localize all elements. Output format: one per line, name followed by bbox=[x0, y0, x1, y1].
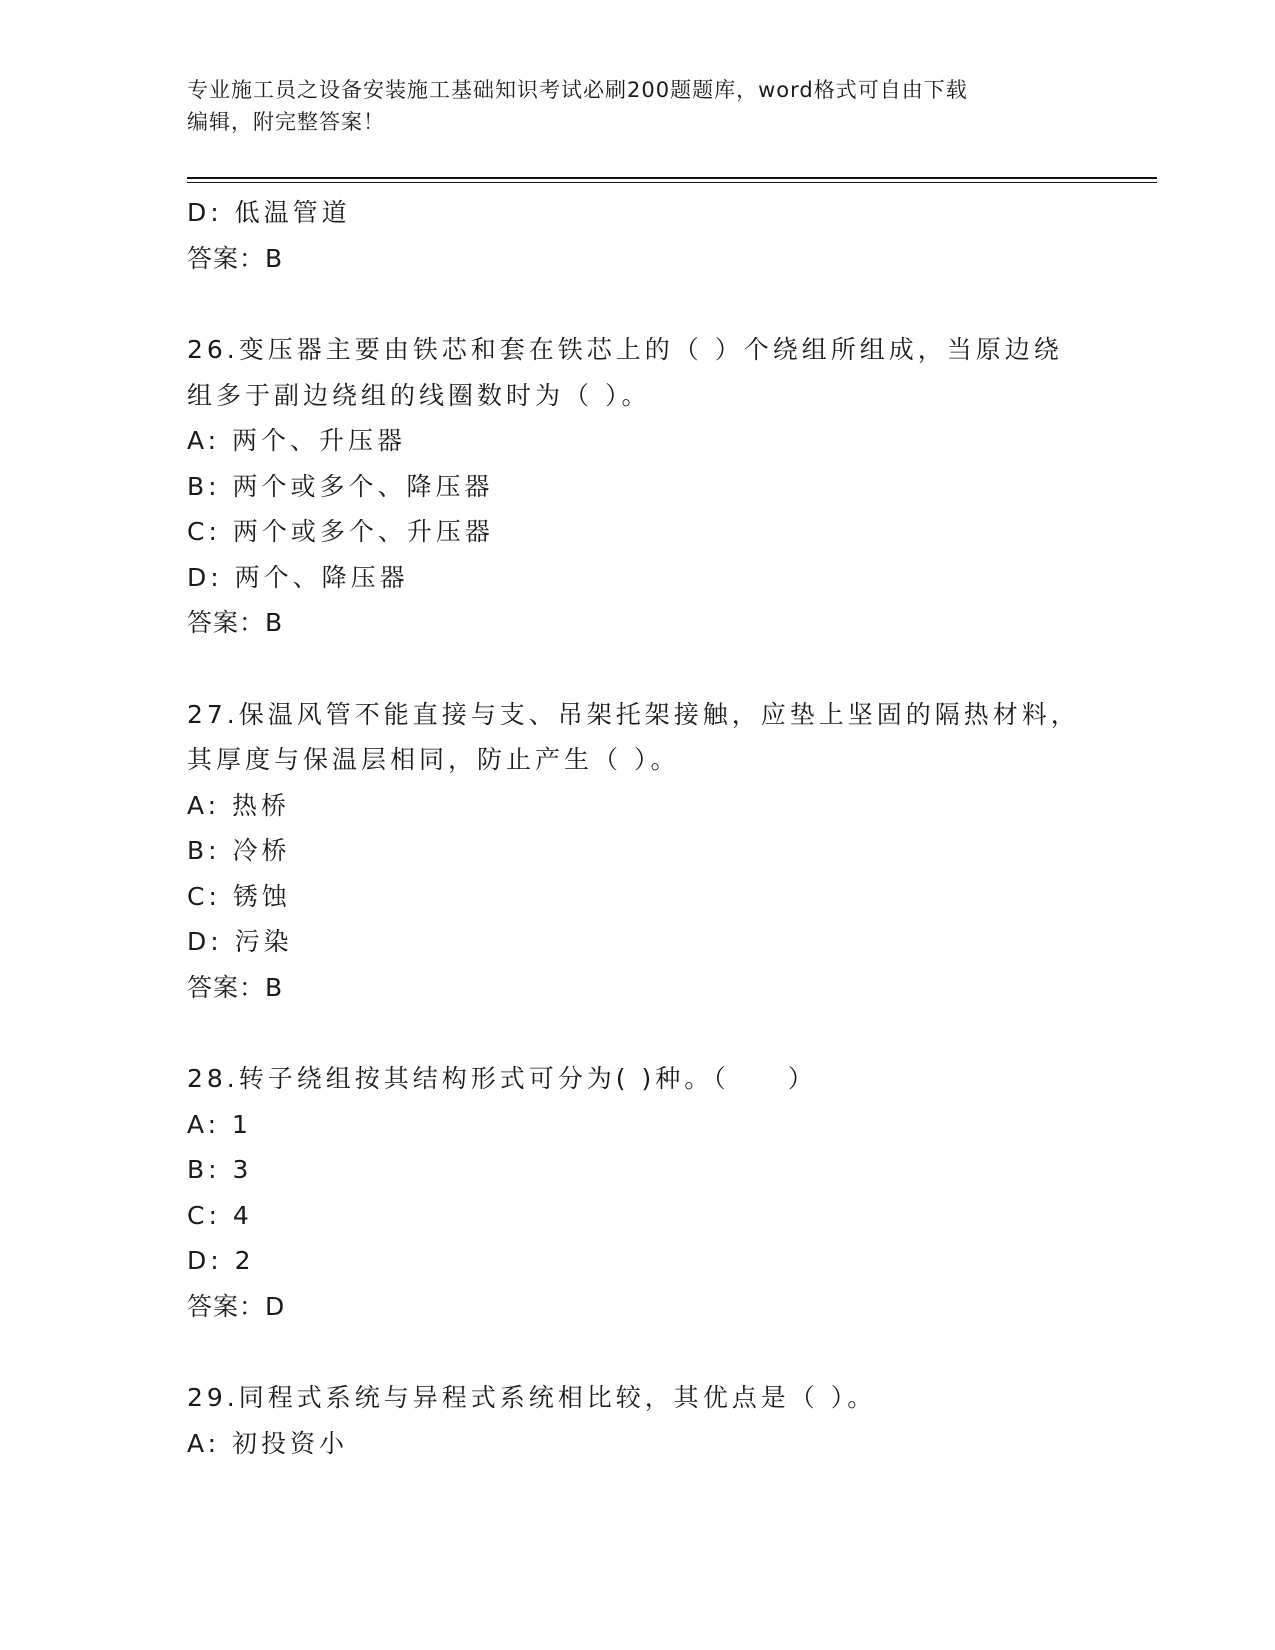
header-divider-thin bbox=[187, 182, 1157, 183]
question-stem: 组多于副边绕组的线圈数时为（ ）。 bbox=[187, 380, 651, 410]
option-c: C: 两个或多个、升压器 bbox=[187, 517, 494, 546]
header-line-1: 专业施工员之设备安装施工基础知识考试必刷200题题库，word格式可自由下载 bbox=[187, 78, 968, 102]
question-stem: 其厚度与保温层相同，防止产生（ ）。 bbox=[187, 745, 680, 774]
answer: 答案：B bbox=[187, 972, 284, 1002]
question-stem: 29.同程式系统与异程式系统相比较，其优点是（ ）。 bbox=[187, 1383, 877, 1412]
document-header bbox=[187, 74, 1077, 138]
option-a: A: 1 bbox=[187, 1109, 252, 1139]
answer: 答案：B bbox=[187, 243, 284, 273]
question-28 bbox=[187, 1056, 1087, 1329]
question-stem: 26.变压器主要由铁芯和套在铁芯上的（ ）个绕组所组成，当原边绕 bbox=[187, 335, 1063, 364]
option-d: D: 污染 bbox=[187, 927, 293, 956]
spacer bbox=[187, 646, 1087, 692]
spacer bbox=[187, 1329, 1087, 1375]
option-d: D: 低温管道 bbox=[187, 198, 351, 227]
option-a: A: 初投资小 bbox=[187, 1428, 349, 1458]
header-line-2: 编辑，附完整答案！ bbox=[187, 110, 385, 134]
question-26 bbox=[187, 327, 1087, 646]
option-b: B: 冷桥 bbox=[187, 836, 291, 865]
spacer bbox=[187, 281, 1087, 327]
option-b: B: 3 bbox=[187, 1155, 253, 1184]
option-d: D: 两个、降压器 bbox=[187, 562, 409, 592]
question-29 bbox=[187, 1375, 1087, 1466]
header-divider-thick bbox=[187, 177, 1157, 179]
question-27 bbox=[187, 692, 1087, 1011]
option-a: A: 热桥 bbox=[187, 790, 291, 820]
option-d: D: 2 bbox=[187, 1246, 255, 1275]
question-stem: 27.保温风管不能直接与支、吊架托架接触，应垫上坚固的隔热材料， bbox=[187, 699, 1080, 729]
option-a: A: 两个、升压器 bbox=[187, 426, 407, 455]
answer: 答案：B bbox=[187, 608, 284, 637]
answer: 答案：D bbox=[187, 1291, 286, 1321]
spacer bbox=[187, 1010, 1087, 1056]
question-stem: 28.转子绕组按其结构形式可分为( )种。（ ） bbox=[187, 1064, 817, 1093]
option-c: C: 4 bbox=[187, 1200, 253, 1230]
option-c: C: 锈蚀 bbox=[187, 881, 291, 911]
option-b: B: 两个或多个、降压器 bbox=[187, 471, 494, 501]
question-list bbox=[187, 190, 1087, 1466]
